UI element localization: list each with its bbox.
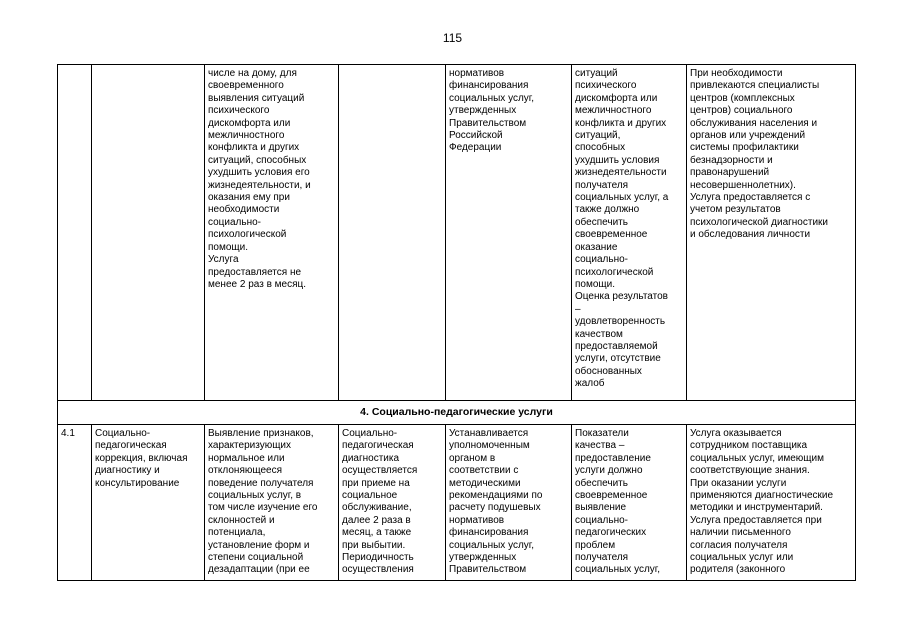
table-section-row (58, 401, 856, 425)
cell-service-name: Социально- педагогическая коррекция, включая диагностику и консультирование (92, 425, 205, 581)
cell-description: числе на дому, для своевременного выявления ситуаций психического дискомфорта или межличностного конфликта и других ситуаций, способных ухудшить условия его жизнедеятельности, и оказания ему при необходимости социально- психологической помощи. Услуга предоставляется не менее 2 раз в месяц. (205, 65, 339, 401)
cell-timing: Социально- педагогическая диагностика осуществляется при приеме на социальное обслуживание, далее 2 раза в месяц, а также при выбытии. Периодичность осуществления (339, 425, 446, 581)
cell-quality: ситуаций психического дискомфорта или межличностного конфликта и других ситуаций, способных ухудшить условия жизнедеятельности получателя социальных услуг, а также должно обеспечить своевременное оказание социально- психологической помощи. Оценка результатов – удовлетворенность качеством предоставляемой услуги, отсутствие обоснованных жалоб (572, 65, 687, 401)
cell-funding: Устанавливается уполномоченным органом в соответствии с методическими рекомендациями по расчету подушевых нормативов финансирования социальных услуг, утвержденных Правительством (446, 425, 572, 581)
table-row (58, 65, 856, 401)
cell-service-name (92, 65, 205, 401)
cell-timing (339, 65, 446, 401)
section-heading: 4. Социально-педагогические услуги (58, 401, 856, 425)
cell-conditions: При необходимости привлекаются специалисты центров (комплексных центров) социального обслуживания населения и органов или учреждений системы профилактики безнадзорности и правонарушений несовершеннолетних). Услуга предоставляется с учетом результатов психологической диагностики и обследования личности (687, 65, 856, 401)
cell-quality: Показатели качества – предоставление услуги должно обеспечить своевременное выявление социально- педагогических проблем получателя социальных услуг, (572, 425, 687, 581)
cell-conditions: Услуга оказывается сотрудником поставщика социальных услуг, имеющим соответствующие знания. При оказании услуги применяются диагностические методики и инструментарий. Услуга предоставляется при наличии письменного согласия получателя социальных услуг или родителя (законного (687, 425, 856, 581)
cell-number: 4.1 (58, 425, 92, 581)
services-table (57, 64, 856, 581)
page-number: 115 (442, 31, 463, 45)
cell-funding: нормативов финансирования социальных услуг, утвержденных Правительством Российской Федерации (446, 65, 572, 401)
cell-description: Выявление признаков, характеризующих нормальное или отклоняющееся поведение получателя социальных услуг, в том числе изучение его склонностей и потенциала, установление форм и степени социальной дезадаптации (при ее (205, 425, 339, 581)
cell-number (58, 65, 92, 401)
table-row (58, 425, 856, 581)
